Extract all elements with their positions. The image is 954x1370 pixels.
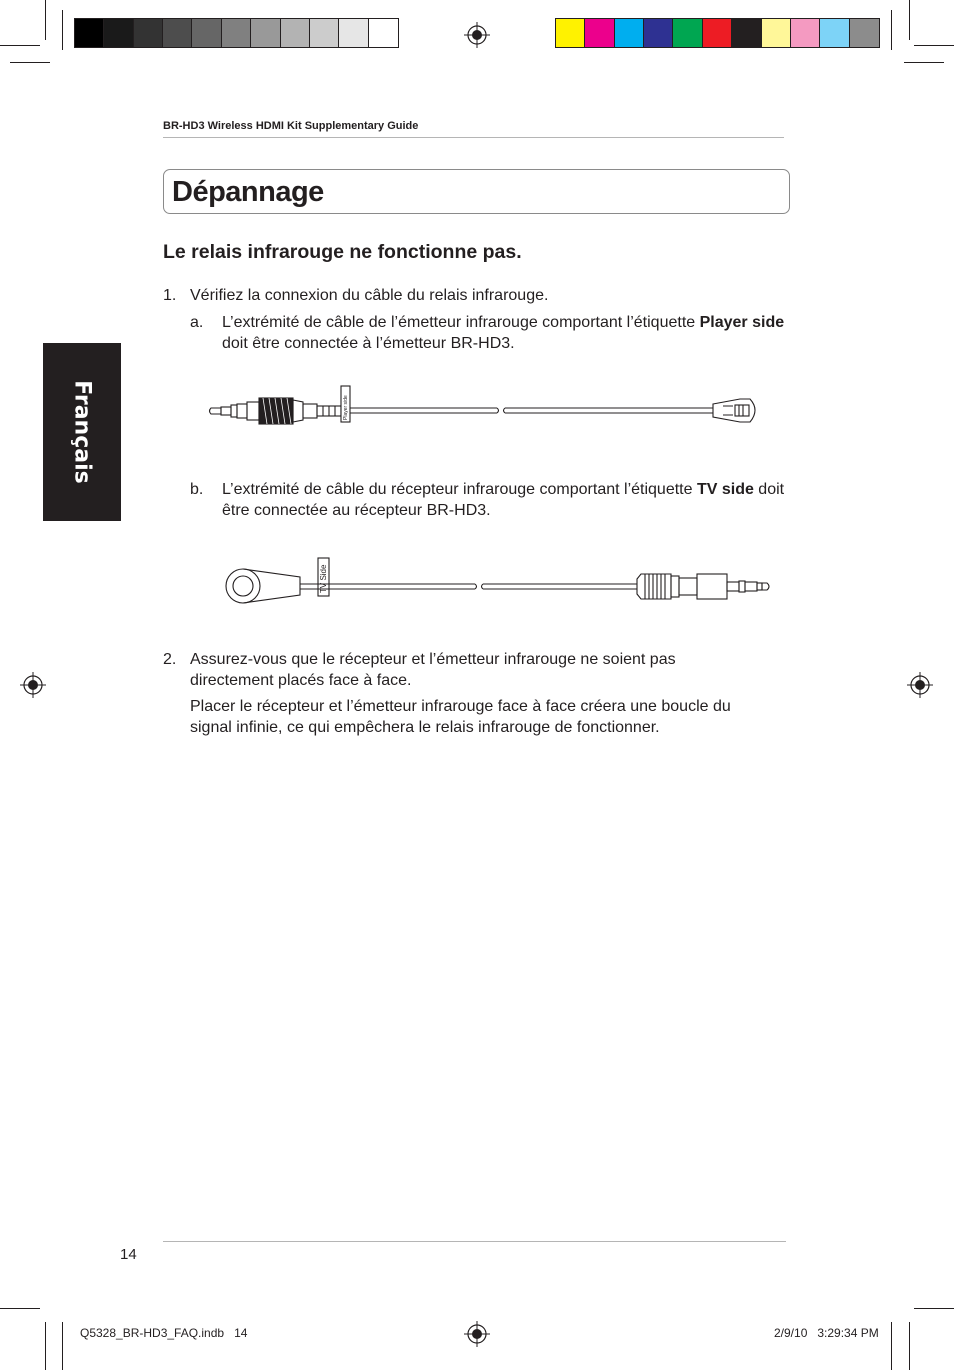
registration-mark-icon [464, 1321, 490, 1347]
footer-rule [163, 1241, 786, 1242]
ir-transmitter-cable-figure [205, 384, 770, 434]
crop-mark [909, 0, 910, 40]
color-swatch [251, 19, 280, 47]
crop-mark [914, 45, 954, 46]
color-swatch [615, 19, 644, 47]
step-1 [163, 285, 783, 306]
substep-text: doit être connectée au récepteur BR-HD3. [222, 481, 785, 519]
substep-b-letter: b. [190, 481, 204, 498]
crop-mark [62, 1322, 63, 1370]
step-2-text: Assurez-vous que le récepteur et l’émetteur infrarouge ne soient pas directement placés face à face. [190, 651, 676, 689]
color-swatch [281, 19, 310, 47]
color-swatch [556, 19, 585, 47]
crop-mark [62, 10, 63, 50]
page-number: 14 [120, 1246, 137, 1263]
crop-mark [914, 1308, 954, 1309]
gray-calibration-bar [74, 18, 399, 48]
color-swatch [673, 19, 702, 47]
substep-text: doit être connectée à l’émetteur BR-HD3. [222, 335, 515, 352]
color-swatch [644, 19, 673, 47]
registration-mark-icon [907, 672, 933, 698]
step-2-note: Placer le récepteur et l’émetteur infrarouge face à face créera une boucle du signal infinie, ce qui empêchera le relais infrarouge de fonctionner. [190, 698, 731, 736]
step-number: 1. [163, 287, 177, 304]
color-swatch [791, 19, 820, 47]
color-swatch [762, 19, 791, 47]
step-2-number: 2. [163, 651, 177, 668]
color-swatch [192, 19, 221, 47]
crop-mark [0, 1308, 40, 1309]
label-emphasis: TV side [696, 481, 754, 498]
crop-mark [45, 0, 46, 40]
label-emphasis: Player side [699, 314, 785, 331]
crop-mark [45, 1322, 46, 1370]
color-calibration-bar [555, 18, 880, 48]
crop-mark [904, 62, 944, 63]
color-swatch [163, 19, 192, 47]
color-swatch [310, 19, 339, 47]
color-swatch [104, 19, 133, 47]
crop-mark [909, 1322, 910, 1370]
crop-mark [891, 1322, 892, 1370]
color-swatch [75, 19, 104, 47]
slug-left: Q5328_BR-HD3_FAQ.indb 14 [80, 1326, 248, 1340]
ir-receiver-cable-figure [225, 557, 777, 609]
registration-mark-icon [20, 672, 46, 698]
substep-a-text [222, 312, 788, 354]
language-tab-label: Français [69, 380, 95, 484]
color-swatch [339, 19, 368, 47]
substep-text: L’extrémité de câble du récepteur infrarouge comportant l’étiquette [222, 481, 697, 498]
color-swatch [850, 19, 879, 47]
color-swatch [585, 19, 614, 47]
substep-b-text [222, 479, 788, 521]
crop-mark [10, 62, 50, 63]
page-title: Dépannage [172, 176, 324, 208]
substep-text: L’extrémité de câble de l’émetteur infrarouge comportant l’étiquette [222, 314, 700, 331]
color-swatch [369, 19, 398, 47]
color-swatch [820, 19, 849, 47]
registration-mark-icon [464, 22, 490, 48]
header-rule [163, 137, 784, 138]
running-head: BR-HD3 Wireless HDMI Kit Supplementary Guide [163, 120, 419, 132]
section-heading: Le relais infrarouge ne fonctionne pas. [163, 241, 522, 263]
color-swatch [732, 19, 761, 47]
crop-mark [0, 45, 40, 46]
step-text: Vérifiez la connexion du câble du relais infrarouge. [190, 287, 549, 304]
cable-tag-label: TV Side [319, 564, 328, 593]
slug-right: 2/9/10 3:29:34 PM [774, 1326, 879, 1340]
cable-tag-label: Player side [343, 395, 349, 420]
crop-mark [891, 10, 892, 50]
color-swatch [703, 19, 732, 47]
color-swatch [222, 19, 251, 47]
color-swatch [134, 19, 163, 47]
language-tab [43, 343, 121, 521]
substep-a-letter: a. [190, 314, 204, 331]
